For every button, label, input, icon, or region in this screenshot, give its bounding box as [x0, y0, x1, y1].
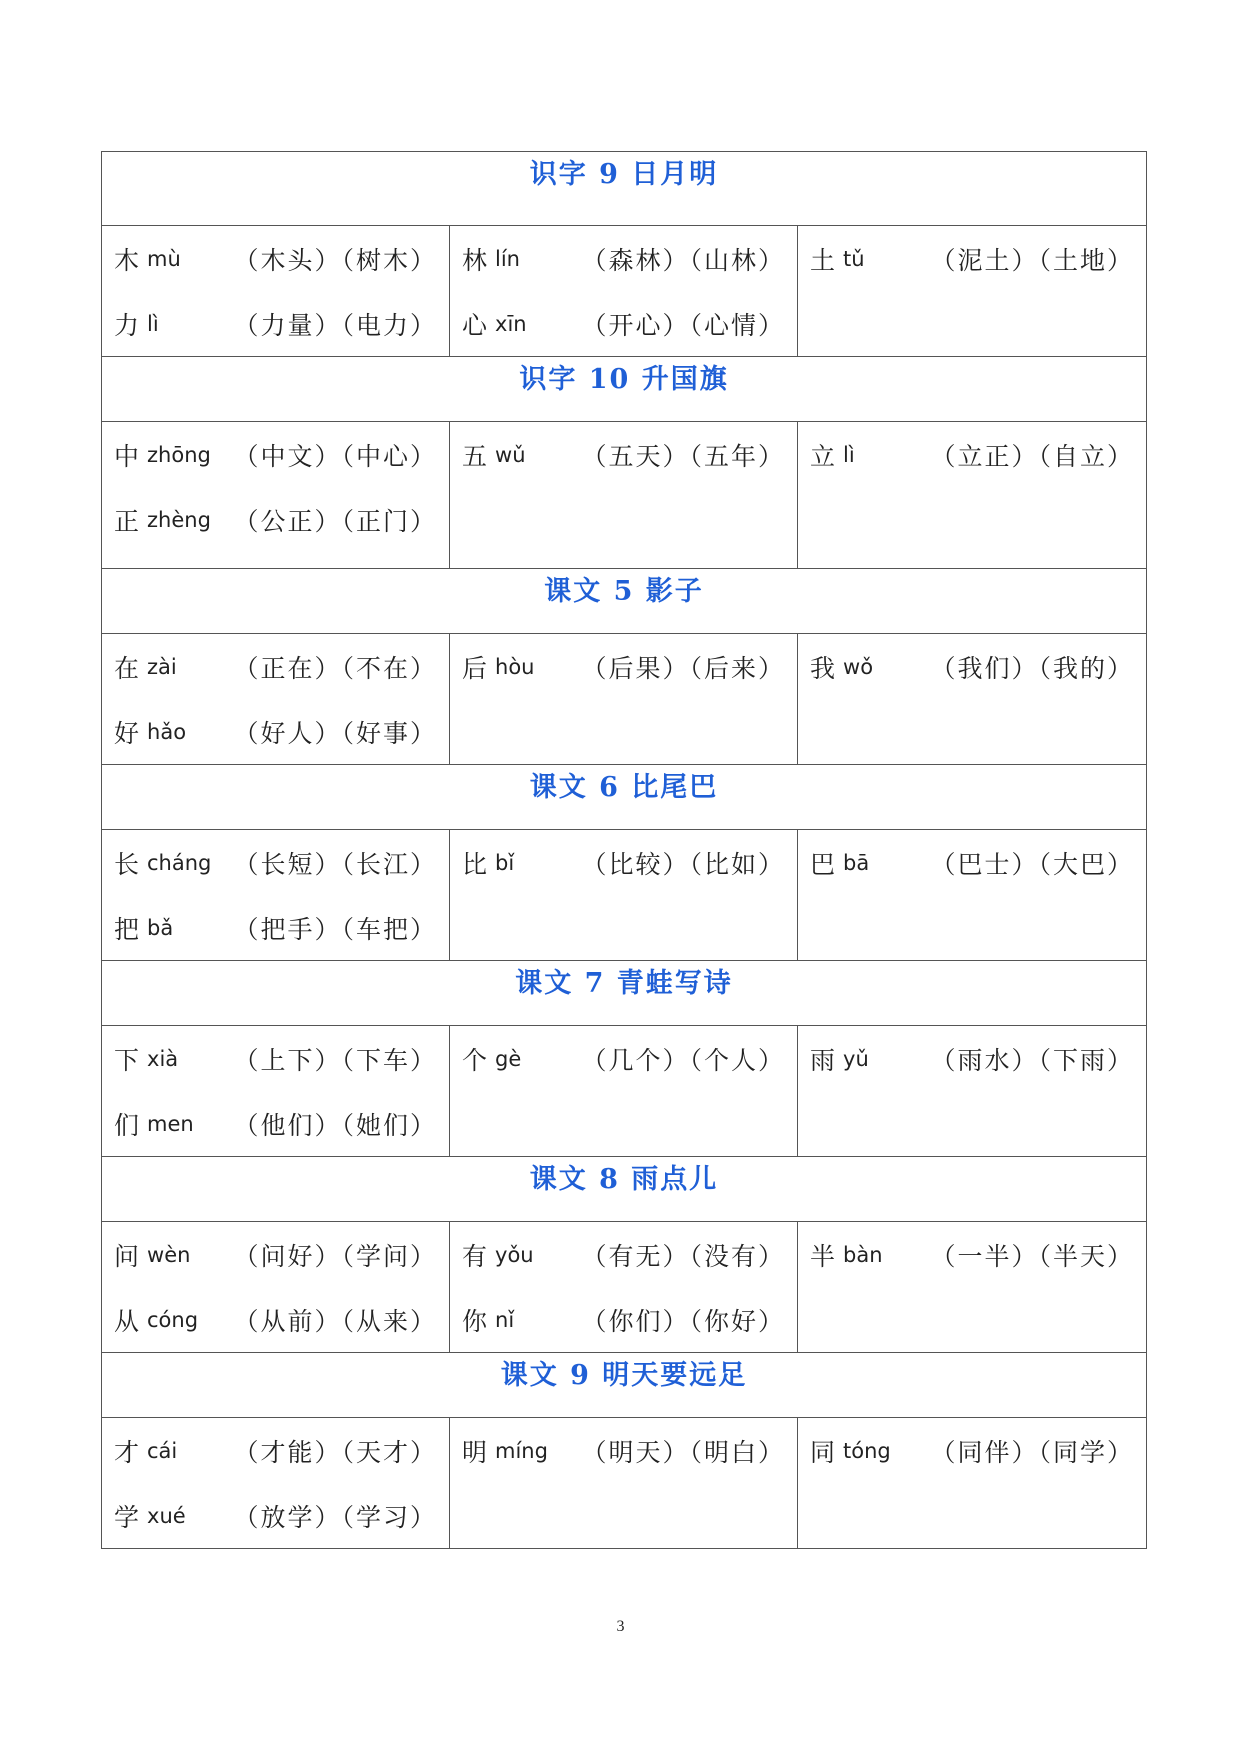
char-cell [798, 634, 1147, 765]
word-examples: （力量）（电力） [233, 310, 437, 340]
section-body-row [102, 422, 1147, 569]
pinyin: bàn [843, 1242, 883, 1267]
char-entry [102, 895, 449, 960]
word-examples: （有无）（没有） [581, 1241, 785, 1271]
pinyin: xià [147, 1046, 179, 1071]
word-examples: （明天）（明白） [581, 1437, 785, 1467]
pinyin: zhèng [147, 507, 211, 532]
char-entry [450, 1418, 797, 1483]
pinyin: yǒu [495, 1242, 534, 1267]
vocabulary-table [101, 151, 1147, 1549]
section-title: 课文 5 影子 [102, 569, 1147, 634]
pinyin: wǒ [843, 654, 874, 679]
word-examples: （你们）（你好） [581, 1306, 785, 1336]
word-examples: （五天）（五年） [581, 441, 785, 471]
word-examples: （几个）（个人） [581, 1045, 785, 1075]
pinyin: mù [147, 246, 181, 271]
char-entry [450, 422, 797, 487]
section-header-row [102, 569, 1147, 634]
char-cell [102, 830, 450, 961]
char-entry [102, 1418, 449, 1483]
char-entry [450, 1026, 797, 1091]
char-entry [798, 1026, 1146, 1091]
char-cell [798, 1222, 1147, 1353]
word-examples: （正在）（不在） [233, 653, 437, 683]
char-entry [450, 830, 797, 895]
section-title: 识字 10 升国旗 [102, 357, 1147, 422]
character: 好 [114, 718, 140, 748]
word-examples: （长短）（长江） [233, 849, 437, 879]
character: 立 [810, 441, 836, 471]
section-body-row [102, 1222, 1147, 1353]
pinyin: cóng [147, 1307, 199, 1332]
character: 下 [114, 1045, 140, 1075]
section-body-row [102, 1418, 1147, 1549]
character: 中 [114, 441, 140, 471]
pinyin: cháng [147, 850, 212, 875]
word-examples: （好人）（好事） [233, 718, 437, 748]
character: 把 [114, 914, 140, 944]
word-examples: （从前）（从来） [233, 1306, 437, 1336]
character: 心 [462, 310, 488, 340]
pinyin: lín [495, 246, 520, 271]
char-entry [450, 291, 797, 356]
char-cell [450, 1222, 798, 1353]
character: 才 [114, 1437, 140, 1467]
char-cell [102, 1026, 450, 1157]
character: 林 [462, 245, 488, 275]
char-entry [450, 226, 797, 291]
char-entry [102, 226, 449, 291]
character: 你 [462, 1306, 488, 1336]
pinyin: hǎo [147, 719, 187, 744]
section-body-row [102, 226, 1147, 357]
pinyin: lì [147, 311, 159, 336]
section-header-row [102, 961, 1147, 1026]
section-body-row [102, 830, 1147, 961]
pinyin: bǐ [495, 850, 515, 875]
char-cell [102, 422, 450, 569]
section-header-row [102, 1157, 1147, 1222]
pinyin: yǔ [843, 1046, 869, 1071]
char-entry [798, 634, 1146, 699]
char-entry [102, 1287, 449, 1352]
pinyin: men [147, 1111, 194, 1136]
page-number: 3 [616, 1618, 625, 1635]
word-examples: （森林）（山林） [581, 245, 785, 275]
char-entry [798, 1418, 1146, 1483]
char-cell [450, 1026, 798, 1157]
word-examples: （同伴）（同学） [930, 1437, 1135, 1467]
pinyin: zài [147, 654, 177, 679]
character: 从 [114, 1306, 140, 1336]
section-header-row [102, 765, 1147, 830]
char-cell [450, 226, 798, 357]
pinyin: tǔ [843, 246, 865, 271]
char-entry [102, 634, 449, 699]
section-header-row [102, 1353, 1147, 1418]
char-entry [102, 1222, 449, 1287]
pinyin: zhōng [147, 442, 211, 467]
character: 同 [810, 1437, 836, 1467]
char-entry [102, 1026, 449, 1091]
pinyin: hòu [495, 654, 535, 679]
character: 木 [114, 245, 140, 275]
char-entry [798, 226, 1146, 291]
word-examples: （我们）（我的） [930, 653, 1135, 683]
pinyin: bǎ [147, 915, 174, 940]
char-entry [102, 422, 449, 487]
word-examples: （问好）（学问） [233, 1241, 437, 1271]
pinyin: bā [843, 850, 870, 875]
pinyin: wǔ [495, 442, 526, 467]
character: 雨 [810, 1045, 836, 1075]
section-title: 课文 6 比尾巴 [102, 765, 1147, 830]
word-examples: （泥土）（土地） [930, 245, 1135, 275]
word-examples: （放学）（学习） [233, 1502, 437, 1532]
word-examples: （立正）（自立） [930, 441, 1135, 471]
character: 我 [810, 653, 836, 683]
char-cell [450, 1418, 798, 1549]
word-examples: （才能）（天才） [233, 1437, 437, 1467]
pinyin: xīn [495, 311, 527, 336]
char-entry [798, 1222, 1146, 1287]
character: 比 [462, 849, 488, 879]
pinyin: wèn [147, 1242, 191, 1267]
word-examples: （一半）（半天） [930, 1241, 1135, 1271]
character: 长 [114, 849, 140, 879]
character: 正 [114, 506, 140, 536]
pinyin: xué [147, 1503, 186, 1528]
character: 力 [114, 310, 140, 340]
char-entry [102, 291, 449, 356]
char-cell [450, 422, 798, 569]
char-entry [798, 830, 1146, 895]
character: 学 [114, 1502, 140, 1532]
character: 半 [810, 1241, 836, 1271]
char-cell [102, 1222, 450, 1353]
char-cell [798, 422, 1147, 569]
word-examples: （比较）（比如） [581, 849, 785, 879]
word-examples: （雨水）（下雨） [930, 1045, 1135, 1075]
character: 问 [114, 1241, 140, 1271]
character: 土 [810, 245, 836, 275]
section-header-row [102, 357, 1147, 422]
word-examples: （开心）（心情） [581, 310, 785, 340]
word-examples: （把手）（车把） [233, 914, 437, 944]
character: 巴 [810, 849, 836, 879]
char-entry [102, 487, 449, 552]
char-cell [102, 634, 450, 765]
pinyin: tóng [843, 1438, 891, 1463]
char-cell [798, 1418, 1147, 1549]
char-cell [450, 634, 798, 765]
word-examples: （上下）（下车） [233, 1045, 437, 1075]
word-examples: （他们）（她们） [233, 1110, 437, 1140]
section-title: 识字 9 日月明 [102, 152, 1147, 226]
character: 明 [462, 1437, 488, 1467]
word-examples: （巴士）（大巴） [930, 849, 1135, 879]
char-cell [450, 830, 798, 961]
word-examples: （公正）（正门） [233, 506, 437, 536]
word-examples: （木头）（树木） [233, 245, 437, 275]
character: 个 [462, 1045, 488, 1075]
word-examples: （中文）（中心） [233, 441, 437, 471]
pinyin: nǐ [495, 1307, 515, 1332]
char-entry [102, 1091, 449, 1156]
char-cell [102, 226, 450, 357]
pinyin: cái [147, 1438, 178, 1463]
char-cell [798, 1026, 1147, 1157]
section-title: 课文 9 明天要远足 [102, 1353, 1147, 1418]
section-title: 课文 7 青蛙写诗 [102, 961, 1147, 1026]
char-entry [102, 699, 449, 764]
char-entry [102, 830, 449, 895]
character: 后 [462, 653, 488, 683]
char-cell [798, 226, 1147, 357]
pinyin: míng [495, 1438, 548, 1463]
pinyin: lì [843, 442, 855, 467]
character: 在 [114, 653, 140, 683]
word-examples: （后果）（后来） [581, 653, 785, 683]
char-cell [102, 1418, 450, 1549]
section-title: 课文 8 雨点儿 [102, 1157, 1147, 1222]
section-header-row [102, 152, 1147, 226]
pinyin: gè [495, 1046, 522, 1071]
section-body-row [102, 1026, 1147, 1157]
character: 有 [462, 1241, 488, 1271]
character: 们 [114, 1110, 140, 1140]
character: 五 [462, 441, 488, 471]
section-body-row [102, 634, 1147, 765]
char-entry [102, 1483, 449, 1548]
char-entry [798, 422, 1146, 487]
char-entry [450, 1287, 797, 1352]
char-entry [450, 634, 797, 699]
char-entry [450, 1222, 797, 1287]
char-cell [798, 830, 1147, 961]
